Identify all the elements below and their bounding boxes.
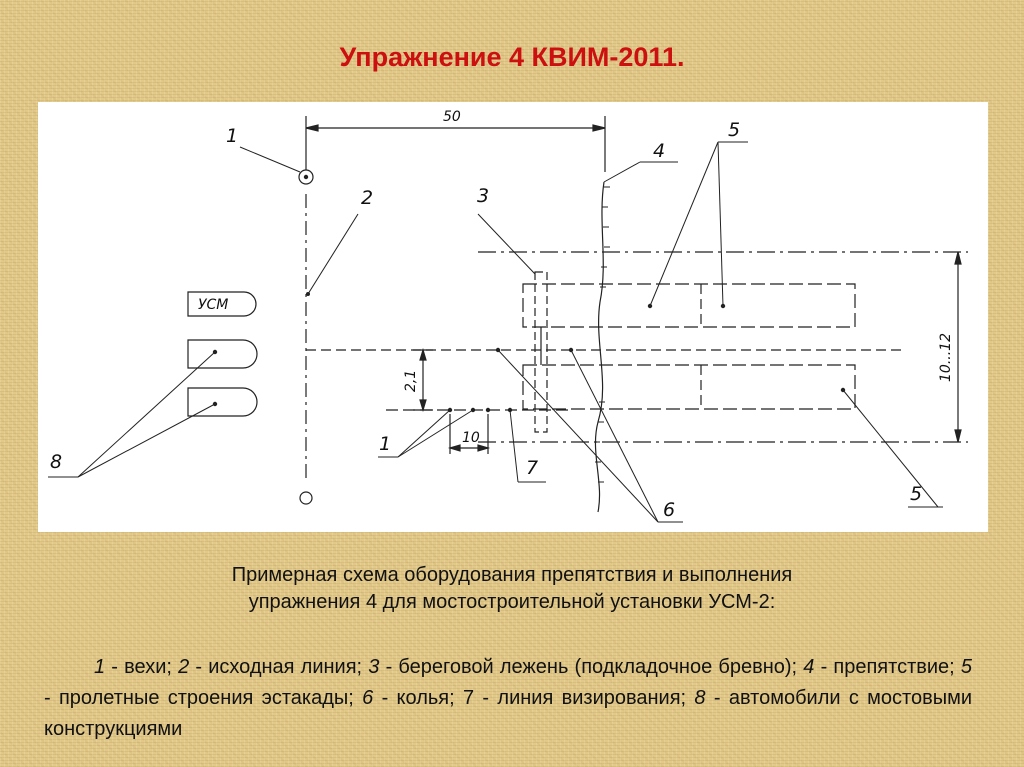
dimension-10-label: 10 (462, 430, 480, 446)
legend-num-6: 6 (362, 687, 374, 709)
callout-7: 7 (526, 457, 539, 479)
callout-8: 8 (50, 451, 63, 473)
dimension-10-12-label: 10...12 (938, 333, 954, 382)
caption (0, 562, 1024, 616)
callout-5-bottom: 5 (910, 483, 923, 505)
caption-line-1: Примерная схема оборудования препятствия и выполнения (231, 564, 793, 586)
legend-num-8: 8 (694, 687, 706, 709)
legend-text-1: - вехи; (105, 656, 179, 678)
legend-num-4: 4 (803, 656, 815, 678)
legend-text-3: - береговой лежень (подкладочное бревно); (379, 656, 804, 678)
legend-text-5: - пролетные строения эстакады; (44, 687, 363, 709)
legend-num-2: 2 (178, 656, 190, 678)
callout-1-bottom: 1 (379, 433, 392, 455)
bridge-span-lower (523, 365, 855, 409)
callout-6: 6 (663, 499, 676, 521)
callout-3: 3 (477, 185, 490, 207)
legend-num-1: 1 (94, 656, 106, 678)
callout-2: 2 (361, 187, 374, 209)
callout-1-top: 1 (226, 125, 239, 147)
diagram-panel (38, 102, 988, 532)
legend (44, 652, 972, 745)
dimension-50-label: 50 (443, 109, 461, 125)
bridge-span-upper (523, 284, 855, 327)
legend-text-4: - препятствие; (814, 656, 961, 678)
marker-bottom (300, 492, 312, 504)
vehicle-usm-label: УСМ (198, 297, 229, 313)
obstacle-scheme-drawing (38, 102, 988, 532)
legend-text-8: - автомобили с мостовыми конструкциями (44, 687, 973, 740)
vehicle-3 (188, 388, 257, 416)
legend-num-5: 5 (960, 656, 972, 678)
callout-5-top: 5 (728, 119, 741, 141)
caption-line-2: упражнения 4 для мостостроительной установки УСМ-2: (248, 591, 776, 613)
slide-title: Упражнение 4 КВИМ-2011. (339, 42, 685, 72)
callout-4: 4 (653, 140, 666, 162)
legend-num-3: 3 (368, 656, 380, 678)
legend-text-6: - колья; 7 - линия визирования; (373, 687, 695, 709)
legend-text-2: - исходная линия; (189, 656, 369, 678)
dimension-2-1-label: 2,1 (403, 369, 419, 392)
vehicle-2 (188, 340, 257, 368)
